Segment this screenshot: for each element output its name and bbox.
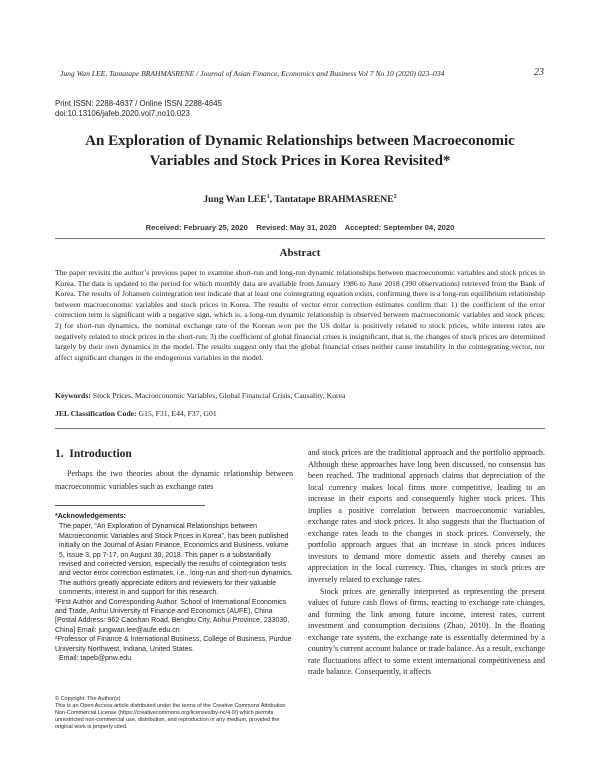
- acknowledgements-text: The paper, “An Exploration of Dynamical Relationships between Macroeconomic Variables and Stock Prices in Korea”, has been published initially on the Journal of Asian Finance, Economics and Business, volume 5, issue 3, pp 7-17, on August 30, 2018. This paper is a substantially revised and corrected version, especially the results of cointegration tests and vector error correction estimates, i.e., long-run and short-run dynamics. The authors greatly appreciate editors and reviewers for their valuable comments, interest in and support for this research.: [59, 523, 293, 597]
- acknowledgements-heading: *Acknowledgements:: [55, 513, 126, 520]
- keywords-text: Stock Prices, Macroeconomic Variables, Global Financial Crisis, Causality, Korea: [90, 391, 346, 400]
- running-header: Jung Wan LEE, Tantatape BRAHMASRENE / Journal of Asian Finance, Economics and Business Vol 7 No 10 (2020) 023–034: [60, 69, 445, 78]
- author-line: [60, 194, 540, 205]
- author-2-name: Tantatape BRAHMASRENE: [274, 194, 394, 206]
- footnote-divider: [55, 505, 205, 506]
- introduction-left-paragraph: Perhaps the two theories about the dynamic relationship between macroeconomic variables such as exchange rates: [55, 469, 293, 491]
- page-number: 23: [534, 67, 544, 78]
- abstract-divider: [55, 238, 545, 239]
- right-paragraph-1: and stock prices are the traditional approach and the portfolio approach. Although these approaches have long been discussed, no consensus has been reached. The traditional approach claims that depreciation of the local currency makes local firms more competitive, leading to an increase in their exports and consequently higher stock prices. This implies a positive correlation between macroeconomic variables, exchange rates and stock prices. It also suggests that the fluctuation of exchange rates leads to the changes in stock prices. Conversely, the portfolio approach argues that an increase in stock prices induces investors to demand more domestic assets and thereby causes an appreciation in the local currency. Thus, changes in stock prices are inversely related to exchange rates.: [308, 448, 545, 585]
- jel-code-line: [55, 409, 545, 418]
- abstract-body: The paper revisits the author’s previous paper to examine short-run and long-run dynamic relationships between macroeconomic variables and stock prices in Korea. The data is updated to the period for which monthly data are available from January 1986 to June 2018 (390 observations) retrieved from the Bank of Korea. The results of Johansen cointegration test indicate that at least one cointegrating equation exists, confirming there is a long-run equilibrium relationship between macroeconomic variables and stock prices in Korea. The results of vector error correction estimates confirm that: 1) the coefficient of the error correction term is significant with a negative sign, which is, a long-run dynamic relationship is observed between macroeconomic variables and stock prices; 2) for short-run dynamics, the nominal exchange rate of the Korean won per the US dollar is positively related to stock prices, while interest rates are negatively related to stock prices in the short-run; 3) the coefficient of global financial crises is insignificant, that is, the changes of stock prices are determined largely by their own dynamics in the model. The results suggest only that the global financial crises neither cause instability in the cointegrating vector, nor affect significant changes in the endogenous variables in the model.: [55, 268, 545, 362]
- keywords-label: Keywords:: [55, 391, 91, 400]
- abstract-heading: Abstract: [279, 247, 321, 259]
- keywords-line: [55, 391, 545, 400]
- introduction-heading: 1. Introduction: [55, 448, 132, 460]
- doi-line: doi:10.13106/jafeb.2020.vol7.no10.023: [55, 109, 190, 118]
- jel-label: JEL Classification Code:: [55, 409, 137, 418]
- footnote-2: ²Professor of Finance & International Business, College of Business, Purdue University Northwest, Indiana, United States.: [55, 636, 292, 653]
- author-2-affiliation-mark: 2: [393, 194, 397, 200]
- footnote-2-email: Email: tapeb@pnw.edu: [59, 655, 132, 663]
- jel-codes: G15, F31, E44, F37, G01: [136, 409, 217, 418]
- copyright-notice: [55, 696, 293, 731]
- author-1-name: Jung Wan LEE: [203, 194, 267, 206]
- footnote-1: ¹First Author and Corresponding Author. School of International Economics and Trade, Anhui University of Finance and Economics (AUFE), China [Postal Address: 962 Caoshan Road, Bengbu City, Anhui Province, 233030, China] Email: jungwan.lee@aufe.edu.cn: [55, 598, 290, 634]
- submission-dates: Received: February 25, 2020 Revised: May 31, 2020 Accepted: September 04, 2020: [145, 223, 455, 232]
- footnotes: [55, 512, 293, 664]
- author-1-affiliation-mark: 1: [266, 194, 270, 200]
- license-text: This is an Open Access article distributed under the terms of the Creative Commons Attribution Non-Commercial License (https://creativecommons.org/licenses/by-nc/4.0/) which permits unrestricted non-commercial use, distribution, and reproduction in any medium, provided the original work is properly cited.: [55, 702, 286, 730]
- section-divider: [55, 428, 545, 429]
- right-paragraph-2: Stock prices are generally interpreted as representing the present values of future cash flows of firms, reacting to exchange rate changes, and forming the link among future income, interest rates, current investment and consumption decisions (Zhao, 2010). In the floating exchange rate system, the exchange rate is essentially determined by a country’s current account balance or trade balance. As a result, exchange rate fluctuations affect to some extent international competitiveness and trade balance. Consequently, it affects: [308, 586, 545, 677]
- author-separator: ,: [269, 194, 275, 206]
- right-column: [308, 447, 545, 678]
- copyright-line: © Copyright: The Author(s): [55, 696, 121, 702]
- issn-line: Print ISSN: 2288-4637 / Online ISSN 2288-4645: [55, 99, 222, 108]
- article-title: An Exploration of Dynamic Relationships between Macroeconomic Variables and Stock Prices in Korea Revisited*: [85, 133, 515, 169]
